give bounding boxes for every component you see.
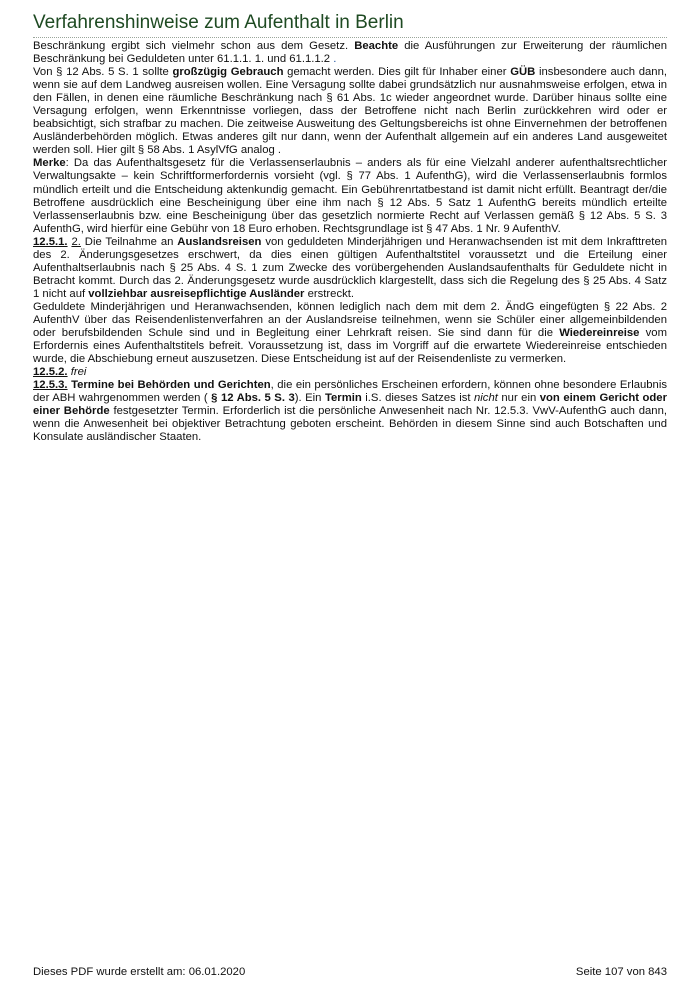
bold-text: von einem Gericht oder einer Behörde — [33, 392, 667, 418]
subsection-number: 2. — [71, 235, 81, 248]
text-run: Geduldete Minderjährigen und Heranwachsenden, können lediglich nach dem mit dem 2. ÄndG eingefügten § 22 Abs. 2 AufenthV über das Reisendenlistenverfahren an der Auslandsreise teilnehmen, wenn sie Schüler einer allgemeinbildenden oder berufsbildenden Schule sind und in Begleitung einer Lehrkraft reisen. Sie sind dann für die — [33, 300, 667, 340]
text-run: , die ein persönliches Erscheinen erfordern, können ohne besondere Erlaubnis der ABH wahrgenommen werden ( — [33, 379, 667, 405]
bold-text: Wiedereinreise — [559, 327, 640, 340]
section-number: 12.5.1. — [33, 235, 68, 248]
text-run: insbesondere auch dann, wenn sie auf dem Landweg ausreisen wollen. Eine Versagung sollte dabei grundsätzlich nur ausnahmsweise erfolgen, etwa in den Fällen, in denen eine räumliche Beschränkung nach § 61 Abs. 1c wieder angeordnet wurde. Darüber hinaus sollte eine Versagung erfolgen, wenn Erkenntnisse vorliegen, dass der Betroffene nicht nach Berlin zurückkehren wird oder er beabsichtigt, sich strafbar zu machen. Die zeitweise Ausweitung des Geltungsbereichs ist ohne Einvernehmen der betroffenen Ausländerbehörden möglich. Etwas anderes gilt nur dann, wenn der Aufenthalt allgemein auf ein anderes Land ausgeweitet werden soll. Hier gilt § 58 Abs. 1 AsylVfG analog . — [33, 66, 667, 157]
paragraph-section-12-5-2 — [33, 366, 667, 379]
paragraph-range-restriction — [33, 40, 667, 66]
text-run: die Ausführungen zur Erweiterung der räumlichen Beschränkung bei Geduldeten unter 61.1.1. 1. und 61.1.1.2 — [33, 40, 667, 66]
text-run: i.S. dieses Satzes ist — [361, 392, 475, 405]
paragraph-travel-list — [33, 301, 667, 366]
page-number: Seite 107 von 843 — [575, 966, 667, 978]
text-run: ). Ein — [294, 392, 325, 405]
creation-date-note: Dieses PDF wurde erstellt am: 06.01.2020 — [33, 966, 246, 978]
bold-text: Termine bei Behörden und Gerichten — [71, 379, 271, 392]
bold-text: Auslandsreisen — [177, 235, 262, 248]
bold-text: Termin — [324, 392, 362, 405]
text-run: Beschränkung ergibt sich vielmehr schon aus dem Gesetz. — [33, 40, 355, 52]
section-number: 12.5.2. — [33, 366, 68, 379]
bold-text: GÜB — [510, 66, 536, 79]
text-run: gemacht werden. Dies gilt für Inhaber einer — [283, 66, 511, 79]
text-run: von geduldeten Minderjährigen und Heranwachsenden ist mit dem Inkrafttreten des 2. Änderungsgesetzes erschwert, da dies einen gültigen Aufenthaltstitel voraussetzt und die Erteilung einer Aufenthaltserlaubnis nach § 25 Abs. 4 S. 1 zum Zwecke des vorübergehenden Auslandsaufenthalts für Geduldete nicht in Betracht kommt. Durch das 2. Änderungsgesetz wurde ausdrücklich klargestellt, dass sich die Regelung des § 25 Abs. 4 Satz 1 nicht auf — [33, 235, 668, 300]
reference-link[interactable]: . — [330, 53, 337, 66]
text-run: vom Erfordernis eines Aufenthaltstitels befreit. Voraussetzung ist, dass im Vorgriff auf die erwartete Wiedereinreise entschieden wurde, die Abschiebung erneut auszusetzen. Diese Entscheidung ist auf der Reisendenliste zu vermerken. — [33, 327, 667, 366]
section-number: 12.5.3. — [33, 379, 68, 392]
bold-text: Merke — [33, 157, 66, 170]
text-run: Von § 12 Abs. 5 S. 1 sollte — [33, 66, 173, 79]
bold-text: Beachte — [354, 40, 399, 52]
italic-text: nicht — [474, 392, 498, 405]
bold-text: großzügig Gebrauch — [172, 66, 284, 79]
paragraph-section-12-5-1 — [33, 236, 667, 301]
bold-text: § 12 Abs. 5 S. 3 — [211, 392, 295, 405]
text-run: nur ein — [497, 392, 540, 405]
text-run: : Da das Aufenthaltsgesetz für die Verlassenserlaubnis – anders als für eine Vielzahl anderer aufenthaltsrechtlicher Verwaltungsakte – kein Schriftformerfordernis vorsieht (vgl. § 77 Abs. 1 AufenthG), wird die Verlassenserlaubnis formlos mündlich erteilt und die Entscheidung aktenkundig gemacht. Ein Gebührenrtatbestand ist damit nicht erfüllt. Beantragt der/die Betroffene ausdrücklich eine Bescheinigung über eine ihm nach § 12 Abs. 5 Satz 1 AufenthG bereits mündlich erteilte Verlassenserlaubnis bzw. eine Bescheinigung über das gesetzlich normierte Recht auf Verlassen gemäß § 12 Abs. 5 S. 3 AufenthG, wird hierfür eine Gebühr von 18 Euro erhoben. Rechtsgrundlage ist § 47 Abs. 1 Nr. 9 AufenthV. — [33, 157, 667, 235]
text-run: Die Teilnahme an — [80, 235, 178, 248]
paragraph-generous-use — [33, 66, 667, 157]
page-footer — [33, 966, 667, 978]
text-run: festgesetzter Termin. Erforderlich ist die persönliche Anwesenheit nach Nr. 12.5.3. VwV-AufenthG auch dann, wenn die Anwesenheit bei objektiver Betrachtung geboten erscheint. Behörden in diesem Sinne sind auch Botschaften und Konsulate ausländischer Staaten. — [33, 405, 667, 444]
document-body — [33, 40, 667, 444]
text-run: erstreckt. — [304, 287, 355, 300]
header-divider — [33, 37, 667, 38]
bold-text: vollziehbar ausreisepflichtige Ausländer — [88, 287, 305, 300]
document-title: Verfahrenshinweise zum Aufenthalt in Berlin — [33, 12, 404, 33]
italic-text: frei — [67, 366, 87, 379]
paragraph-section-12-5-3 — [33, 379, 667, 444]
page-header — [33, 10, 667, 38]
paragraph-merke-note — [33, 157, 667, 235]
